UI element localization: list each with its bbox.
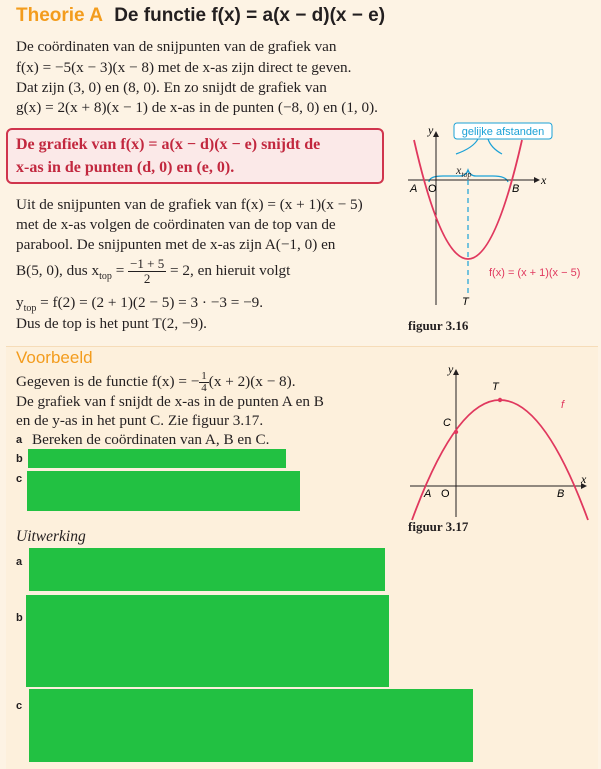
example-fraction-denominator: 4 [201,382,207,395]
question-a-letter: a [16,434,23,446]
example-line-2: De grafiek van f snijdt de x-as in de punten A en B [16,393,324,410]
top-point [498,398,502,402]
xtop-fraction [128,257,166,286]
x-axis-arrow [534,177,540,183]
figure-317-graph [406,362,598,522]
question-c-redaction [27,471,300,511]
ytop-symbol: y [16,294,24,311]
y-axis-label: y [428,123,434,137]
xtop-subscript: top [99,271,112,283]
answer-a-redaction [29,548,385,591]
example-function-start: Gegeven is de functie f(x) = − [16,373,200,390]
intro-line-1: De coördinaten van de snijpunten van de grafiek van [16,38,337,55]
explanation-line-4 [16,257,290,287]
intro-line-3: Dat zijn (3, 0) en (8, 0). En zo snijdt de grafiek van [16,79,327,96]
top-label: T [462,296,469,308]
point-A-label: A [424,488,432,500]
theorie-label: Theorie A [16,5,103,26]
callout-text: gelijke afstanden [461,126,545,138]
question-b-redaction [28,449,286,468]
xtop-label: $x_{top}$ [456,163,472,179]
rule-text [16,133,320,179]
answer-a-letter: a [16,556,23,568]
parabola-curve [412,400,588,520]
point-B-label: B [557,488,565,500]
intro-line-4: g(x) = 2(x + 8)(x − 1) de x-as in de punten (−8, 0) en (1, 0). [16,99,378,116]
question-c-letter: c [16,473,23,485]
y-axis-arrow [453,369,459,375]
fraction-numerator: −1 + 5 [130,256,165,271]
explanation-line-4-end: = 2, en hieruit volgt [166,261,291,279]
figure-317-caption: figuur 3.17 [408,519,469,534]
explanation-line-2: met de x-as volgen de coördinaten van de top van de [16,216,336,233]
function-f-label: f [561,399,565,411]
ytop-computation: = f(2) = (2 + 1)(2 − 5) = 3 · −3 = −9. [36,294,264,311]
explanation-line-1: Uit de snijpunten van de grafiek van f(x) = (x + 1)(x − 5) [16,196,363,213]
top-label: T [492,381,499,393]
example-function-end: (x + 2)(x − 8). [208,373,296,390]
function-label: f(x) = (x + 1)(x − 5) [489,267,581,279]
uitwerking-heading: Uitwerking [16,528,86,545]
rule-line-2: x-as in de punten (d, 0) en (e, 0). [16,159,235,176]
answer-c-redaction [29,689,473,762]
ytop-subscript: top [23,303,37,315]
explanation-line-4-start: B(5, 0), dus x [16,261,100,279]
explanation-line-3: parabool. De snijpunten met de x-as zijn A(−1, 0) en [16,236,336,253]
x-axis-label: x [581,472,587,486]
y-axis-label: y [448,362,454,376]
equals-sign: = [111,261,129,279]
intro-line-2: f(x) = −5(x − 3)(x − 8) met de x-as zijn direct te geven. [16,59,352,76]
example-title: Voorbeeld [16,348,93,367]
origin-label: O [428,183,437,195]
x-axis-label: x [541,173,547,187]
point-C [454,430,458,434]
question-a-text: Bereken de coördinaten van A, B en C. [32,431,270,448]
example-fraction-numerator: 1 [201,370,207,383]
origin-label: O [441,488,450,500]
callout-arrow-right [488,139,502,154]
example-line-3: en de y-as in het punt C. Zie figuur 3.17. [16,412,264,429]
explanation-line-6: Dus de top is het punt T(2, −9). [16,315,207,332]
answer-c-letter: c [16,700,23,712]
answer-b-redaction [26,595,389,687]
figure-316-graph [398,120,598,320]
rule-line-1: De grafiek van f(x) = a(x − d)(x − e) snijdt de [16,136,321,153]
callout-arrow-left [456,139,478,154]
point-C-label: C [443,417,451,429]
question-b-letter: b [16,453,23,465]
point-B-label: B [512,183,520,195]
page-title [16,5,385,27]
y-axis-arrow [433,131,439,137]
section-title: De functie f(x) = a(x − d)(x − e) [114,5,386,26]
fraction-denominator: 2 [143,271,151,286]
answer-b-letter: b [16,612,23,624]
figure-316-caption: figuur 3.16 [408,318,469,333]
point-A-label: A [410,183,418,195]
